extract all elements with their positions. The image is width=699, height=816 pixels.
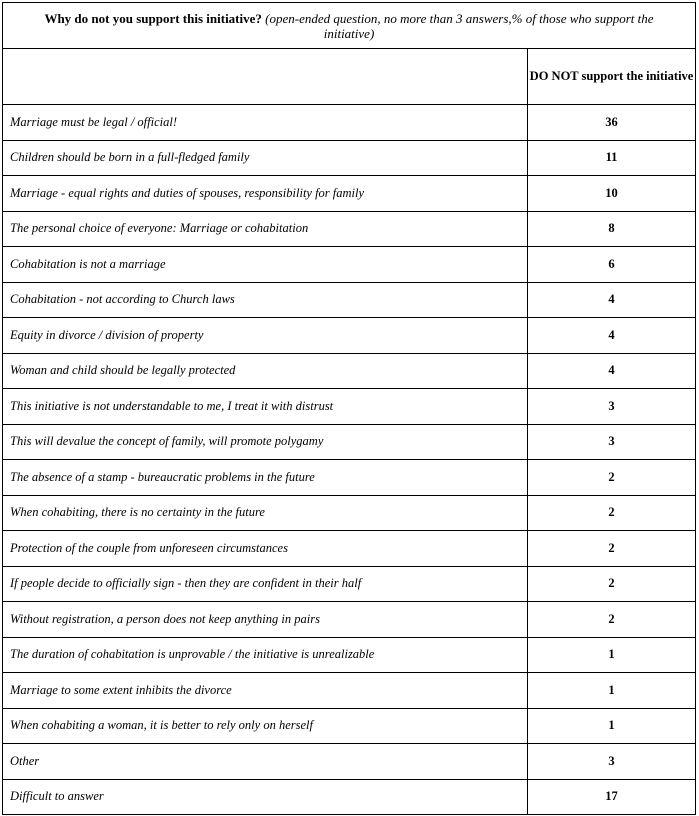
row-value: 3 bbox=[528, 744, 696, 780]
table-row bbox=[3, 282, 696, 318]
row-label: Children should be born in a full-fledged family bbox=[3, 140, 528, 176]
row-label: Woman and child should be legally protected bbox=[3, 353, 528, 389]
column-header: DO NOT support the initiative bbox=[528, 49, 696, 105]
row-value: 11 bbox=[528, 140, 696, 176]
table-row bbox=[3, 140, 696, 176]
row-label: Marriage - equal rights and duties of spouses, responsibility for family bbox=[3, 176, 528, 212]
row-label: When cohabiting a woman, it is better to rely only on herself bbox=[3, 708, 528, 744]
table-row bbox=[3, 247, 696, 283]
row-value: 17 bbox=[528, 779, 696, 815]
table-row bbox=[3, 353, 696, 389]
title-row bbox=[3, 3, 696, 49]
row-value: 2 bbox=[528, 602, 696, 638]
row-value: 1 bbox=[528, 708, 696, 744]
row-label: Other bbox=[3, 744, 528, 780]
row-value: 2 bbox=[528, 495, 696, 531]
row-value: 1 bbox=[528, 673, 696, 709]
question-text: Why do not you support this initiative? bbox=[44, 10, 262, 26]
table-row bbox=[3, 708, 696, 744]
table-row bbox=[3, 744, 696, 780]
row-label: This will devalue the concept of family, will promote polygamy bbox=[3, 424, 528, 460]
table-row bbox=[3, 602, 696, 638]
row-label: Cohabitation is not a marriage bbox=[3, 247, 528, 283]
row-label: When cohabiting, there is no certainty in the future bbox=[3, 495, 528, 531]
row-label: The personal choice of everyone: Marriage or cohabitation bbox=[3, 211, 528, 247]
question-note: (open-ended question, no more than 3 answers,% of those who support the initiative) bbox=[265, 10, 654, 41]
row-label: Equity in divorce / division of property bbox=[3, 318, 528, 354]
row-label: The absence of a stamp - bureaucratic problems in the future bbox=[3, 460, 528, 496]
table-row bbox=[3, 389, 696, 425]
row-value: 4 bbox=[528, 282, 696, 318]
table-title bbox=[3, 3, 696, 49]
row-value: 3 bbox=[528, 389, 696, 425]
row-value: 4 bbox=[528, 318, 696, 354]
row-label: If people decide to officially sign - then they are confident in their half bbox=[3, 566, 528, 602]
column-header-row bbox=[3, 49, 696, 105]
row-label: Marriage must be legal / official! bbox=[3, 105, 528, 141]
table-row bbox=[3, 673, 696, 709]
table-row bbox=[3, 779, 696, 815]
row-value: 36 bbox=[528, 105, 696, 141]
table-row bbox=[3, 176, 696, 212]
row-value: 1 bbox=[528, 637, 696, 673]
table-row bbox=[3, 531, 696, 567]
table-row bbox=[3, 637, 696, 673]
row-value: 2 bbox=[528, 460, 696, 496]
row-value: 3 bbox=[528, 424, 696, 460]
row-label: Cohabitation - not according to Church laws bbox=[3, 282, 528, 318]
table-row bbox=[3, 211, 696, 247]
row-label: Protection of the couple from unforeseen circumstances bbox=[3, 531, 528, 567]
row-value: 6 bbox=[528, 247, 696, 283]
table-row bbox=[3, 424, 696, 460]
row-label: Without registration, a person does not keep anything in pairs bbox=[3, 602, 528, 638]
row-value: 2 bbox=[528, 531, 696, 567]
empty-header-cell bbox=[3, 49, 528, 105]
table-row bbox=[3, 495, 696, 531]
survey-results-table bbox=[2, 2, 696, 815]
row-value: 10 bbox=[528, 176, 696, 212]
row-value: 4 bbox=[528, 353, 696, 389]
row-label: This initiative is not understandable to me, I treat it with distrust bbox=[3, 389, 528, 425]
row-value: 8 bbox=[528, 211, 696, 247]
row-label: Difficult to answer bbox=[3, 779, 528, 815]
row-value: 2 bbox=[528, 566, 696, 602]
table-row bbox=[3, 105, 696, 141]
row-label: The duration of cohabitation is unprovable / the initiative is unrealizable bbox=[3, 637, 528, 673]
table-row bbox=[3, 318, 696, 354]
row-label: Marriage to some extent inhibits the divorce bbox=[3, 673, 528, 709]
table-row bbox=[3, 460, 696, 496]
table-row bbox=[3, 566, 696, 602]
